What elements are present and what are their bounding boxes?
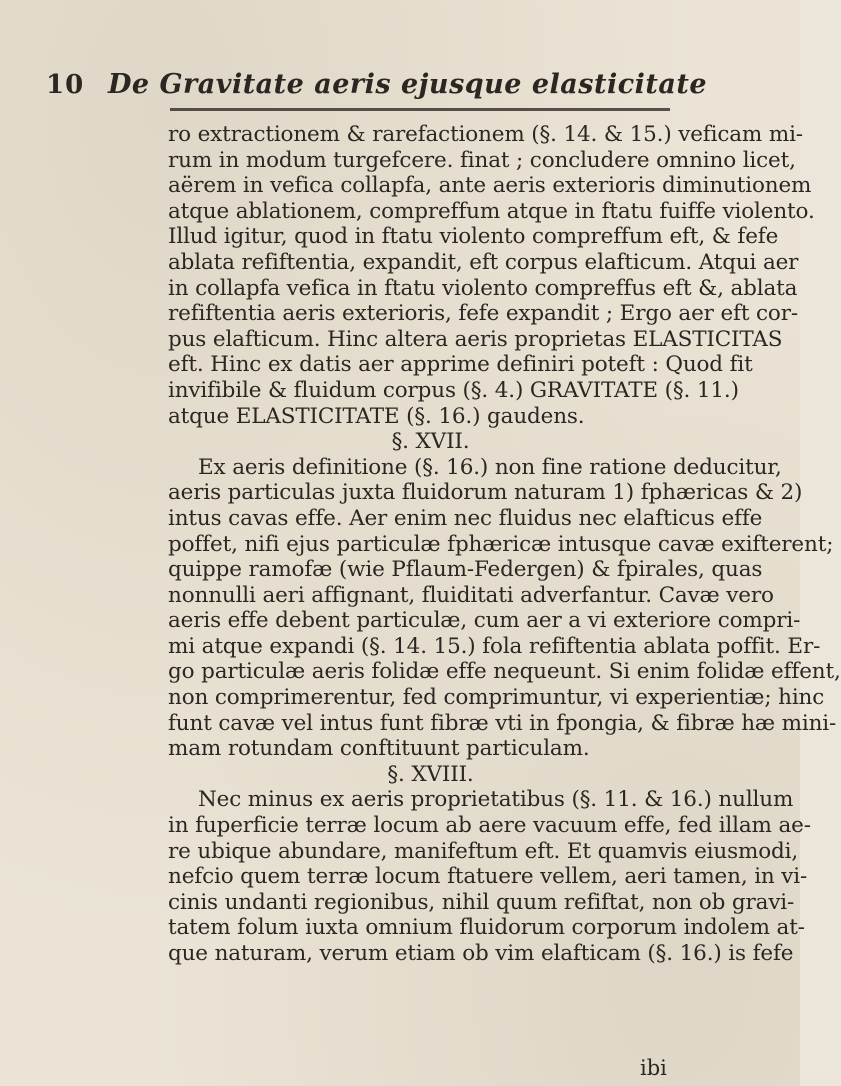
text-line: nefcio quem terræ locum ftatuere vellem, aeri tamen, in vi-	[168, 864, 808, 890]
text-line: mam rotundam conftituunt particulam.	[168, 736, 590, 762]
text-line: intus cavas effe. Aer enim nec fluidus nec elafticus effe	[168, 505, 763, 531]
page-header	[46, 60, 740, 100]
catchword: ibi	[640, 1056, 667, 1080]
text-line: §. XVIII.	[387, 761, 474, 787]
text-line: nonnulli aeri affignant, fluiditati adverfantur. Cavæ vero	[168, 582, 774, 608]
text-line: aeris effe debent particulæ, cum aer a vi exteriore compri-	[168, 608, 801, 634]
text-line: ro extractionem & rarefactionem (§. 14. & 15.) veficam mi-	[168, 122, 803, 147]
text-line: pus elafticum. Hinc altera aeris proprietas ELASTICITAS	[168, 326, 783, 352]
text-line: que naturam, verum etiam ob vim elafticam (§. 16.) is fefe	[168, 941, 794, 966]
text-line: Ex aeris definitione (§. 16.) non fine ratione deducitur,	[198, 454, 782, 480]
text-line: in collapfa vefica in ftatu violento compreffus eft &, ablata	[168, 275, 798, 301]
text-line: cinis undanti regionibus, nihil quum refiftat, non ob gravi-	[168, 889, 795, 915]
text-line: poffet, nifi ejus particulæ fphæricæ intusque cavæ exifterent;	[168, 531, 834, 557]
text-line: atque ELASTICITATE (§. 16.) gaudens.	[168, 403, 585, 429]
text-line: quippe ramofæ (wie Pflaum-Federgen) & fpirales, quas	[168, 557, 763, 583]
page-number: 10	[46, 70, 85, 100]
text-line: re ubique abundare, manifeftum eft. Et quamvis eiusmodi,	[168, 838, 799, 864]
text-line: in fuperficie terræ locum ab aere vacuum effe, fed illam ae-	[168, 813, 811, 839]
text-line: aërem in vefica collapfa, ante aeris exterioris diminutionem	[168, 173, 812, 199]
text-line: invifibile & fluidum corpus (§. 4.) GRAVITATE (§. 11.)	[168, 377, 739, 403]
text-line: aeris particulas juxta fluidorum naturam 1) fphæricas & 2)	[168, 480, 803, 506]
header-rule	[170, 108, 670, 111]
text-line: funt cavæ vel intus funt fibræ vti in fpongia, & fibræ hæ mini-	[168, 710, 837, 736]
text-line: Illud igitur, quod in ftatu violento compreffum eft, & fefe	[168, 224, 779, 250]
text-line: tatem folum iuxta omnium fluidorum corporum indolem at-	[168, 915, 805, 941]
text-line: refiftentia aeris exterioris, fefe expandit ; Ergo aer eft cor-	[168, 301, 798, 327]
text-line: mi atque expandi (§. 14. 15.) fola refiftentia ablata poffit. Er-	[168, 633, 821, 659]
text-line: rum in modum turgefcere. finat ; concludere omnino licet,	[168, 147, 796, 173]
text-line: Nec minus ex aeris proprietatibus (§. 11. & 16.) nullum	[198, 787, 794, 813]
text-line: non comprimerentur, fed comprimuntur, vi experientiæ; hinc	[168, 685, 825, 711]
text-line: §. XVII.	[391, 429, 470, 455]
text-line: ablata refiftentia, expandit, eft corpus elafticum. Atqui aer	[168, 249, 799, 275]
text-line: eft. Hinc ex datis aer apprime definiri poteft : Quod fit	[168, 352, 753, 378]
running-title: De Gravitate aeris ejusque elasticitate	[108, 69, 708, 100]
text-line: go particulæ aeris folidæ effe nequeunt. Si enim folidæ effent,	[168, 659, 841, 685]
body-text	[168, 122, 841, 967]
text-line: atque ablationem, compreffum atque in ftatu fuiffe violento.	[168, 198, 815, 224]
